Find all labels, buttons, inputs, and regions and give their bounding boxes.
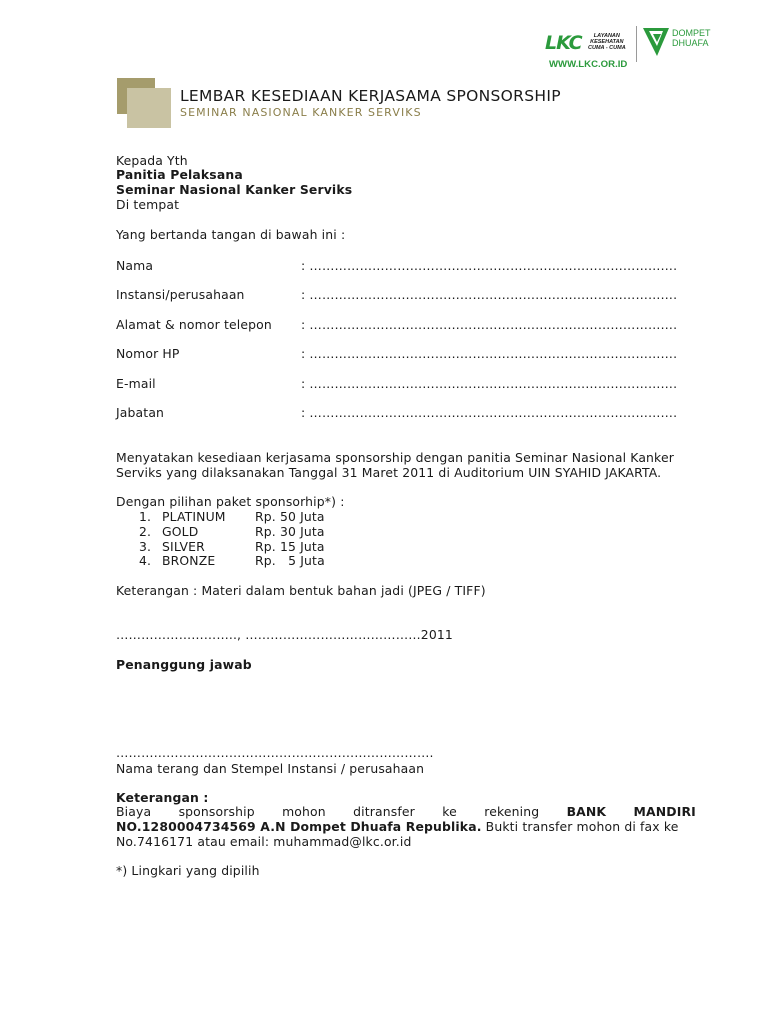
bank-name-word-2: MANDIRI	[633, 804, 696, 819]
field-value-nama: : …………………………………………………………………………….	[301, 258, 678, 273]
footer-line-1	[116, 804, 696, 819]
package-4-price: Rp. 5 Juta	[255, 553, 325, 568]
field-label-nama: Nama	[116, 258, 154, 273]
package-3-price: Rp. 15 Juta	[255, 539, 325, 554]
footer-heading: Keterangan :	[116, 790, 209, 805]
statement-line-1: Menyatakan kesediaan kerjasama sponsorship dengan panitia Seminar Nasional Kanker	[116, 450, 674, 465]
field-label-jabatan: Jabatan	[116, 405, 165, 420]
website-url: WWW.LKC.OR.ID	[549, 59, 628, 70]
signature-line: ………………………………………………………………….	[116, 745, 434, 760]
package-1-number: 1.	[139, 509, 152, 524]
footer-word: rekening	[484, 804, 540, 819]
package-intro: Dengan pilihan paket sponsorhip*) :	[116, 494, 345, 509]
field-label-email: E-mail	[116, 376, 156, 391]
package-2-number: 2.	[139, 524, 152, 539]
addressee-line-3: Seminar Nasional Kanker Serviks	[116, 182, 353, 197]
field-value-alamat: : …………………………………………………………………………….	[301, 317, 678, 332]
fax-instruction: Bukti transfer mohon di fax ke	[481, 819, 679, 834]
lkc-logo: LKC	[545, 32, 582, 54]
footer-word: ditransfer	[353, 804, 415, 819]
footer-word: Biaya	[116, 804, 152, 819]
addressee-line-1: Kepada Yth	[116, 153, 188, 168]
intro-text: Yang bertanda tangan di bawah ini :	[116, 227, 346, 242]
footer-line-3: No.7416171 atau email: muhammad@lkc.or.id	[116, 834, 412, 849]
package-1-name: PLATINUM	[162, 509, 226, 524]
footer-word: sponsorship	[178, 804, 255, 819]
document-title: LEMBAR KESEDIAAN KERJASAMA SPONSORSHIP	[180, 87, 561, 105]
field-label-instansi: Instansi/perusahaan	[116, 287, 245, 302]
addressee-line-2: Panitia Pelaksana	[116, 167, 243, 182]
bank-name-word-1: BANK	[566, 804, 607, 819]
field-label-alamat: Alamat & nomor telepon	[116, 317, 272, 332]
header-decor-square-3	[127, 88, 171, 128]
lkc-tagline: LAYANAN KESEHATAN CUMA - CUMA	[588, 33, 626, 51]
footer-line-2	[116, 819, 679, 834]
statement-line-2: Serviks yang dilaksanakan Tanggal 31 Maret 2011 di Auditorium UIN SYAHID JAKARTA.	[116, 465, 662, 480]
field-label-nomor-hp: Nomor HP	[116, 346, 180, 361]
footnote: *) Lingkari yang dipilih	[116, 863, 260, 878]
package-4-name: BRONZE	[162, 553, 216, 568]
document-subtitle: SEMINAR NASIONAL KANKER SERVIKS	[180, 106, 422, 119]
dompet-dhuafa-logo-icon	[641, 26, 671, 58]
package-4-number: 4.	[139, 553, 152, 568]
field-value-instansi: : …………………………………………………………………………….	[301, 287, 678, 302]
responsible-label: Penanggung jawab	[116, 657, 252, 672]
addressee-line-4: Di tempat	[116, 197, 180, 212]
package-3-name: SILVER	[162, 539, 205, 554]
field-value-nomor-hp: : …………………………………………………………………………….	[301, 346, 678, 361]
account-number: NO.1280004734569 A.N Dompet Dhuafa Republika.	[116, 819, 482, 834]
package-2-price: Rp. 30 Juta	[255, 524, 325, 539]
field-value-email: : …………………………………………………………………………….	[301, 376, 678, 391]
package-3-number: 3.	[139, 539, 152, 554]
footer-word: mohon	[282, 804, 326, 819]
logo-divider	[636, 26, 637, 62]
dompet-dhuafa-text: DOMPET DHUAFA	[672, 28, 711, 48]
footer-word: ke	[442, 804, 457, 819]
material-note: Keterangan : Materi dalam bentuk bahan jadi (JPEG / TIFF)	[116, 583, 486, 598]
signature-caption: Nama terang dan Stempel Instansi / perusahaan	[116, 761, 425, 776]
package-1-price: Rp. 50 Juta	[255, 509, 325, 524]
package-2-name: GOLD	[162, 524, 199, 539]
field-value-jabatan: : …………………………………………………………………………….	[301, 405, 678, 420]
date-line: ……………………….., ……………………………………2011	[116, 627, 453, 642]
